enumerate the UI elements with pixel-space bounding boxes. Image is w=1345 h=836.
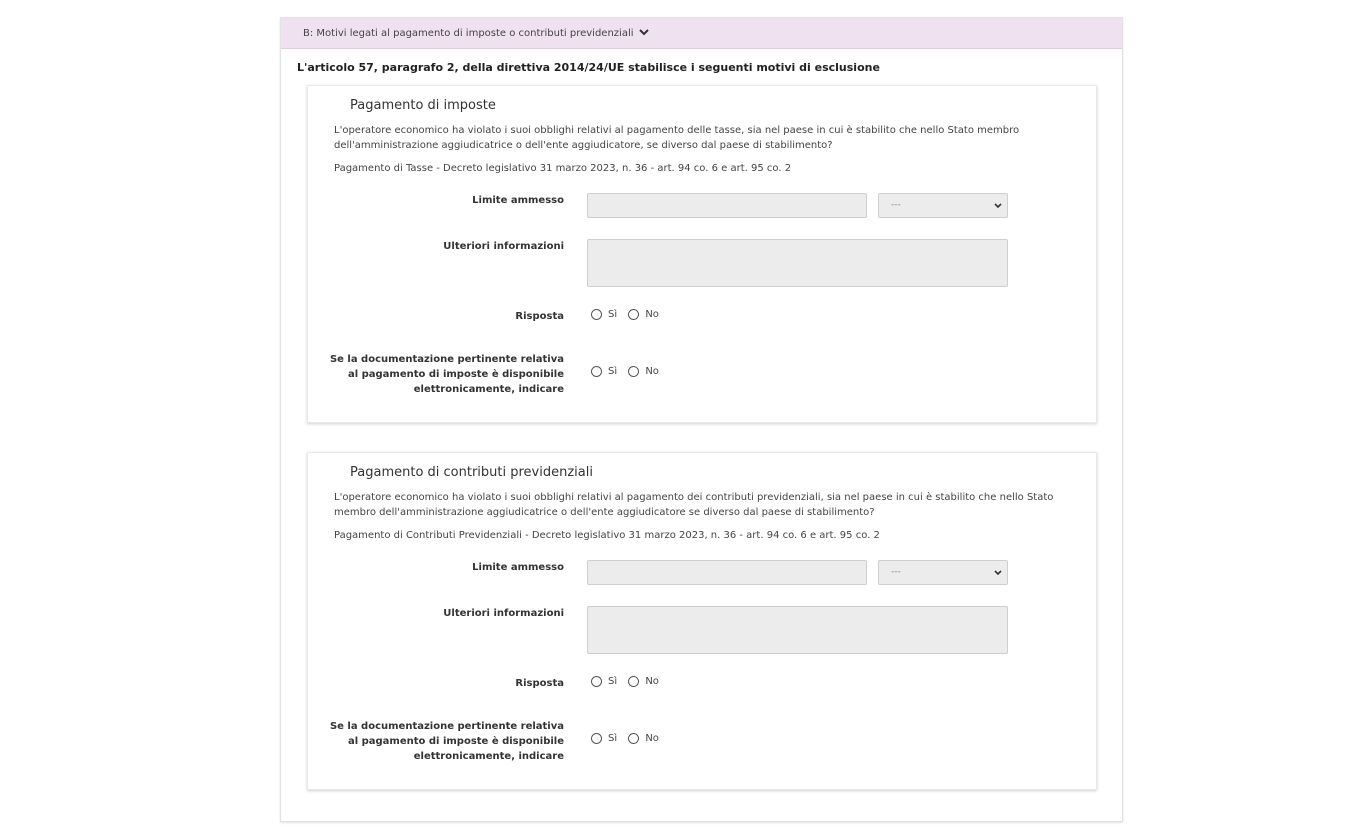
card-tax-payment bbox=[307, 85, 1097, 423]
answer-label: Risposta bbox=[515, 678, 564, 689]
radio-label: Sì bbox=[608, 309, 618, 320]
radio-circle bbox=[628, 676, 639, 687]
info-textarea[interactable] bbox=[587, 239, 1008, 287]
doc-no-radio[interactable] bbox=[628, 733, 659, 744]
radio-circle bbox=[628, 309, 639, 320]
limit-label: Limite ammesso bbox=[472, 562, 564, 573]
answer-label: Risposta bbox=[515, 311, 564, 322]
section-panel bbox=[280, 17, 1123, 822]
radio-circle bbox=[628, 366, 639, 377]
info-textarea[interactable] bbox=[587, 606, 1008, 654]
doc-label: Se la documentazione pertinente relativa al pagamento di imposte è disponibile elettronicamente, indicare bbox=[329, 721, 564, 762]
limit-input[interactable] bbox=[587, 560, 867, 585]
card-description: L'operatore economico ha violato i suoi obblighi relativi al pagamento delle tasse, sia nel paese in cui è stabilito che nello Stato membro dell'amministrazione aggiudicatrice o dell'ente aggiudicatore, se diverso dal paese di stabilimento? bbox=[334, 125, 1020, 151]
radio-label: No bbox=[645, 309, 659, 320]
limit-select[interactable] bbox=[878, 193, 1008, 218]
card-reference: Pagamento di Tasse - Decreto legislativo 31 marzo 2023, n. 36 - art. 94 co. 6 e art. 95 co. 2 bbox=[334, 163, 792, 174]
doc-label: Se la documentazione pertinente relativa al pagamento di imposte è disponibile elettronicamente, indicare bbox=[329, 354, 564, 395]
chevron-down-icon bbox=[639, 27, 649, 37]
limit-input[interactable] bbox=[587, 193, 867, 218]
radio-label: No bbox=[645, 733, 659, 744]
card-reference: Pagamento di Contributi Previdenziali - Decreto legislativo 31 marzo 2023, n. 36 - art. 94 co. 6 e art. 95 co. 2 bbox=[334, 530, 880, 541]
answer-yes-radio[interactable] bbox=[591, 676, 617, 687]
answer-radio-group bbox=[591, 309, 667, 323]
doc-yes-radio[interactable] bbox=[591, 733, 617, 744]
doc-radio-group bbox=[591, 733, 667, 747]
doc-radio-group bbox=[591, 366, 667, 380]
radio-circle bbox=[591, 733, 602, 744]
info-label: Ulteriori informazioni bbox=[443, 608, 564, 619]
section-header-toggle[interactable] bbox=[281, 18, 1122, 49]
limit-select-value: --- bbox=[891, 200, 901, 210]
card-description: L'operatore economico ha violato i suoi obblighi relativi al pagamento dei contributi previdenziali, sia nel paese in cui è stabilito che nello Stato membro dell'amministrazione aggiudicatrice o dell'ente aggiudicatore se diverso dal paese di stabilimento? bbox=[334, 492, 1054, 518]
chevron-down-icon bbox=[994, 202, 1002, 210]
answer-yes-radio[interactable] bbox=[591, 309, 617, 320]
answer-no-radio[interactable] bbox=[628, 676, 659, 687]
card-title: Pagamento di contributi previdenziali bbox=[350, 465, 593, 480]
radio-label: Sì bbox=[608, 366, 618, 377]
radio-label: Sì bbox=[608, 733, 618, 744]
doc-no-radio[interactable] bbox=[628, 366, 659, 377]
radio-circle bbox=[591, 309, 602, 320]
section-header-label: B: Motivi legati al pagamento di imposte o contributi previdenziali bbox=[303, 28, 634, 39]
radio-circle bbox=[591, 366, 602, 377]
chevron-down-icon bbox=[994, 569, 1002, 577]
radio-label: Sì bbox=[608, 676, 618, 687]
radio-label: No bbox=[645, 366, 659, 377]
card-title: Pagamento di imposte bbox=[350, 98, 496, 113]
limit-select[interactable] bbox=[878, 560, 1008, 585]
limit-select-value: --- bbox=[891, 567, 901, 577]
radio-label: No bbox=[645, 676, 659, 687]
info-label: Ulteriori informazioni bbox=[443, 241, 564, 252]
radio-circle bbox=[628, 733, 639, 744]
answer-radio-group bbox=[591, 676, 667, 690]
section-intro: L'articolo 57, paragrafo 2, della direttiva 2014/24/UE stabilisce i seguenti motivi di esclusione bbox=[297, 61, 880, 74]
doc-yes-radio[interactable] bbox=[591, 366, 617, 377]
card-social-contributions bbox=[307, 452, 1097, 790]
radio-circle bbox=[591, 676, 602, 687]
limit-label: Limite ammesso bbox=[472, 195, 564, 206]
answer-no-radio[interactable] bbox=[628, 309, 659, 320]
